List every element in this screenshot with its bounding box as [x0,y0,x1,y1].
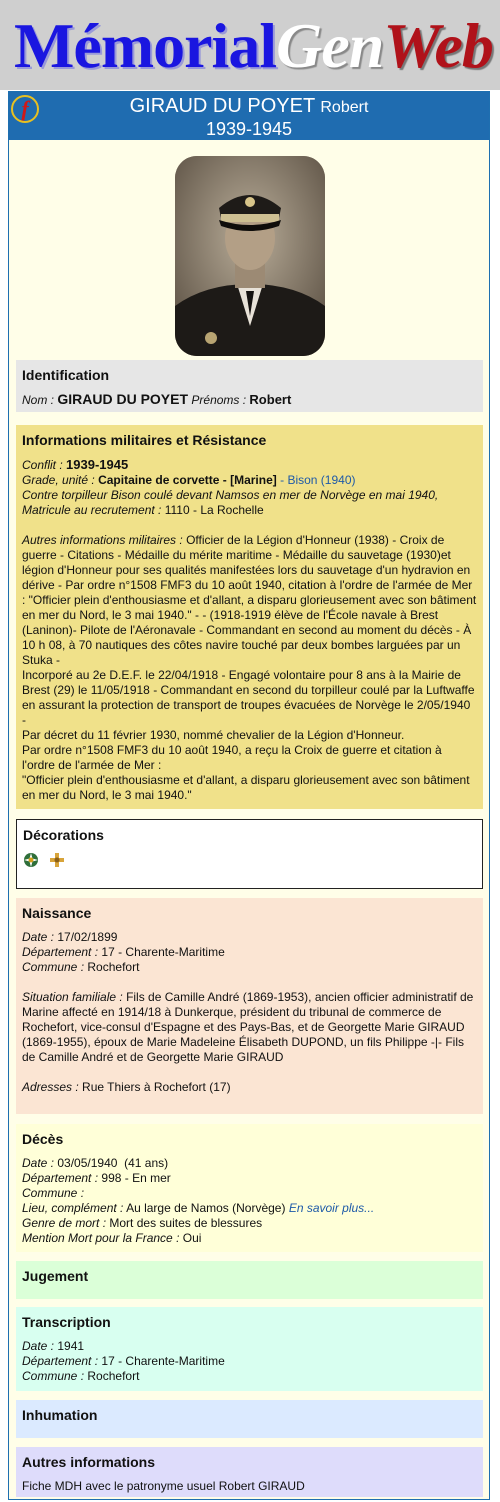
transcription-commune-value: Rochefort [87,1369,140,1383]
naissance-section [16,898,483,1114]
military-section [16,425,483,809]
naissance-date-value: 17/02/1899 [57,930,118,944]
autres-militaires-value: Officier de la Légion d'Honneur (1938) - Croix de guerre - Citations - Médaille du mérite maritime - Médaille du sauvetage (1930)et légion d'Honneur pour ses qualités manifestées lors du sauvetage d'un hydravion en dérive - Par ordre n°1508 FMF3 du 10 août 1940, citation à l'ordre de l'armée de Mer : "Officier plein d'enthousiasme et d'allant, a disparu glorieusement avec son bâtiment en mer du Nord, le 3 mai 1940." - - (1918-1919 élève de l'École navale à Brest (Laninon)- Pilote de l'Aéronavale - Commandant en second au moment du décès - À 10 h 08, à 70 nautiques des côtes navire touché par deux bombes larguées par un Stuka - [22,533,477,667]
transcription-commune-label: Commune : [22,1369,85,1383]
grade-value: Capitaine de corvette - [Marine] [98,473,277,487]
facebook-icon[interactable]: f [11,95,39,123]
naissance-dept-label: Département : [22,945,99,959]
prenoms-label: Prénoms : [191,393,247,407]
naissance-commune-label: Commune : [22,960,85,974]
nom-value: GIRAUD DU POYET [57,391,189,407]
identification-section [16,360,483,412]
lieu-label: Lieu, complément : [22,1201,124,1215]
transcription-dept-label: Département : [22,1354,99,1368]
deces-date-value: 03/05/1940 (41 ans) [57,1156,169,1170]
record-name [9,94,489,120]
transcription-date-value: 1941 [57,1339,85,1353]
naissance-date-label: Date : [22,930,55,944]
deces-title: Décès [22,1131,64,1147]
transcription-date-label: Date : [22,1339,55,1353]
identification-title: Identification [22,367,110,383]
deces-dept-value: 998 - En mer [101,1171,171,1185]
deces-date-label: Date : [22,1156,55,1170]
conflit-label: Conflit : [22,458,63,472]
record-surname: GIRAUD DU POYET [129,95,315,117]
deces-section [16,1124,483,1252]
logo-memorial: Mémorial [14,10,277,81]
situation-value: Fils de Camille André (1869-1953), ancien officier administratif de Marine affecté en 1914/18 à Dunkerque, président du tribunal de commerce de Rochefort, vice-consul d'Espagne et des Pays-Bas, et de Georgette Marie GIRAUD (1869-1955), époux de Marie Madeleine Élisabeth DUPOND, un fils Philippe -|- Fils de Camille André et de Georgette Marie GIRAUD [22,990,474,1064]
genre-label: Genre de mort : [22,1216,107,1230]
jugement-title: Jugement [22,1268,89,1284]
inhumation-section [16,1400,483,1438]
naissance-dept-value: 17 - Charente-Maritime [101,945,225,959]
military-para-3: Par décret du 11 février 1930, nommé chevalier de la Légion d'Honneur. [22,728,405,742]
unit-link[interactable]: - Bison (1940) [280,473,356,487]
mention-label: Mention Mort pour la France : [22,1231,180,1245]
lieu-value: Au large de Namos (Norvège) [126,1201,286,1215]
logo-web: Web [383,10,493,81]
portrait-photo [175,156,325,356]
nom-label: Nom : [22,393,55,407]
matricule-value: 1110 - La Rochelle [164,503,264,517]
decorations-title: Décorations [23,827,104,843]
military-para-5: "Officier plein d'enthousiasme et d'allant, a disparu glorieusement avec son bâtiment en mer du Nord, le 3 mai 1940." [22,773,470,802]
legion-honneur-icon[interactable] [23,852,39,868]
deces-dept-label: Département : [22,1171,99,1185]
military-para-2: Incorporé au 2e D.E.F. le 22/04/1918 - Engagé volontaire pour 8 ans à la Mairie de Brest (29) le 11/05/1918 - Commandant en second du torpilleur coulé par la Luftwaffe en assurant la protection de transport de troupes évacuées de Norvège le 2/05/1940 - [22,668,475,727]
record-title-bar [9,92,489,140]
site-logo[interactable] [14,8,493,84]
record-conflict: 1939-1945 [205,119,293,139]
en-savoir-plus-link[interactable]: En savoir plus... [288,1201,375,1215]
adresses-label: Adresses : [22,1080,79,1094]
transcription-title: Transcription [22,1314,111,1330]
decorations-section [16,819,483,889]
autres-militaires-label: Autres informations militaires : [22,533,183,547]
conflit-value: 1939-1945 [66,457,129,472]
inhumation-title: Inhumation [22,1407,98,1423]
grade-label: Grade, unité : [22,473,95,487]
record-card [8,91,490,1500]
autres-informations-text: Fiche MDH avec le patronyme usuel Robert GIRAUD [22,1479,305,1493]
military-para-4: Par ordre n°1508 FMF3 du 10 août 1940, a reçu la Croix de guerre et citation à l'ordre de l'armée de Mer : [22,743,442,772]
ship-note: Contre torpilleur Bison coulé devant Namsos en mer de Norvège en mai 1940, [22,488,439,502]
transcription-dept-value: 17 - Charente-Maritime [101,1354,225,1368]
record-first-name: Robert [320,99,369,116]
mention-value: Oui [182,1231,202,1245]
military-title: Informations militaires et Résistance [22,432,267,448]
transcription-section [16,1307,483,1391]
naissance-commune-value: Rochefort [87,960,140,974]
autres-informations-title: Autres informations [22,1454,156,1470]
deces-commune-label: Commune : [22,1186,85,1200]
site-header [0,0,500,90]
autres-informations-section [16,1447,483,1497]
naissance-title: Naissance [22,905,92,921]
logo-gen: Gen [276,10,384,81]
situation-label: Situation familiale : [22,990,123,1004]
croix-de-guerre-icon[interactable] [49,852,65,868]
matricule-label: Matricule au recrutement : [22,503,162,517]
prenoms-value: Robert [249,392,292,407]
adresses-value: Rue Thiers à Rochefort (17) [82,1080,231,1094]
genre-value: Mort des suites de blessures [109,1216,263,1230]
jugement-section [16,1261,483,1299]
